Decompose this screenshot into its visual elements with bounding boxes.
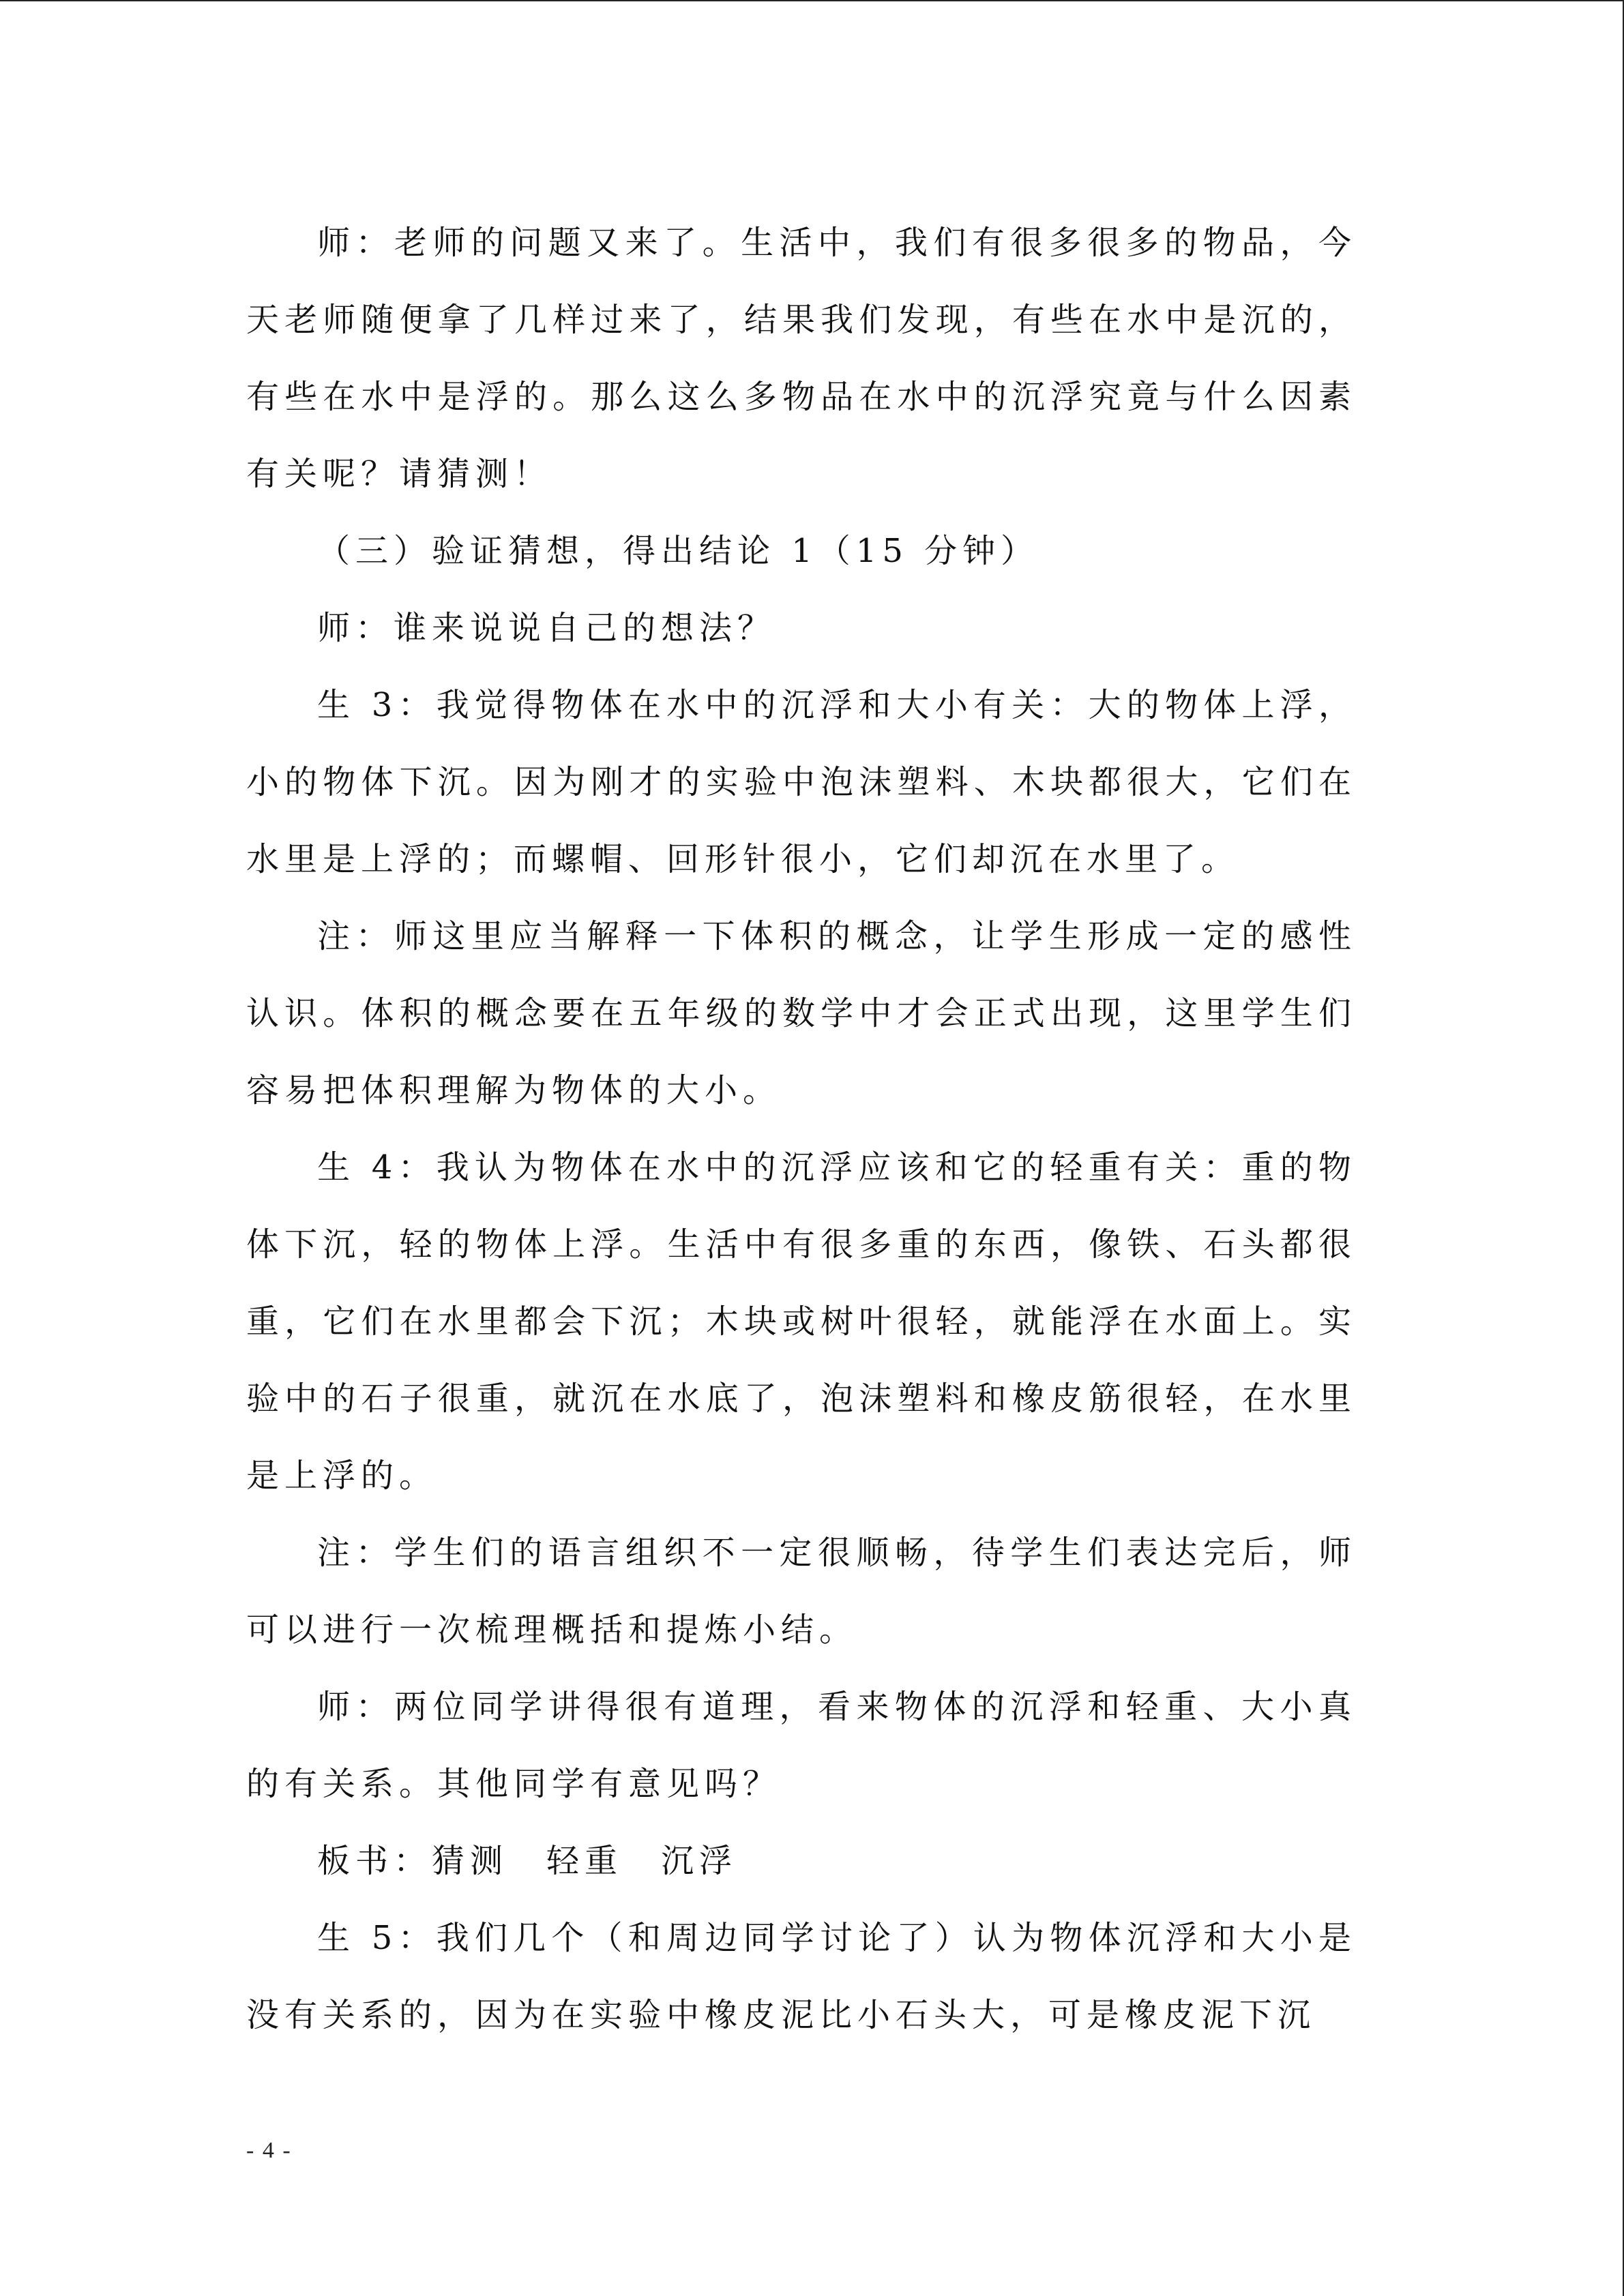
paragraph-teacher-question: 师：老师的问题又来了。生活中，我们有很多很多的物品，今天老师随便拿了几样过来了，结果我们发现，有些在水中是沉的，有些在水中是浮的。那么这么多物品在水中的沉浮究竟与什么因素有关呢？请猜测！ xyxy=(246,224,1357,493)
paragraph-note-volume: 注：师这里应当解释一下体积的概念，让学生形成一定的感性认识。体积的概念要在五年级的数学中才会正式出现，这里学生们容易把体积理解为物体的大小。 xyxy=(246,917,1357,1109)
paragraph-teacher-response: 师：两位同学讲得很有道理，看来物体的沉浮和轻重、大小真的有关系。其他同学有意见吗？ xyxy=(246,1688,1357,1803)
page-number: - 4 - xyxy=(246,2138,292,2163)
paragraph-board-writing: 板书：猜测 轻重 沉浮 xyxy=(317,1842,738,1880)
paragraph-student-3: 生 3：我觉得物体在水中的沉浮和大小有关：大的物体上浮，小的物体下沉。因为刚才的实验中泡沫塑料、木块都很大，它们在水里是上浮的；而螺帽、回形针很小，它们却沉在水里了。 xyxy=(246,686,1357,878)
paragraph-note-summary: 注：学生们的语言组织不一定很顺畅，待学生们表达完后，师可以进行一次梳理概括和提炼小结。 xyxy=(246,1534,1357,1649)
paragraph-student-5: 生 5：我们几个（和周边同学讨论了）认为物体沉浮和大小是没有关系的，因为在实验中橡皮泥比小石头大，可是橡皮泥下沉 xyxy=(246,1919,1357,2034)
document-body xyxy=(246,205,1357,2054)
paragraph-teacher-prompt: 师：谁来说说自己的想法？ xyxy=(317,609,776,647)
section-heading: （三）验证猜想，得出结论 1（15 分钟） xyxy=(317,532,1039,570)
paragraph-student-4: 生 4：我认为物体在水中的沉浮应该和它的轻重有关：重的物体下沉，轻的物体上浮。生活中有很多重的东西，像铁、石头都很重，它们在水里都会下沉；木块或树叶很轻，就能浮在水面上。实验中的石子很重，就沉在水底了，泡沫塑料和橡皮筋很轻，在水里是上浮的。 xyxy=(246,1148,1357,1495)
